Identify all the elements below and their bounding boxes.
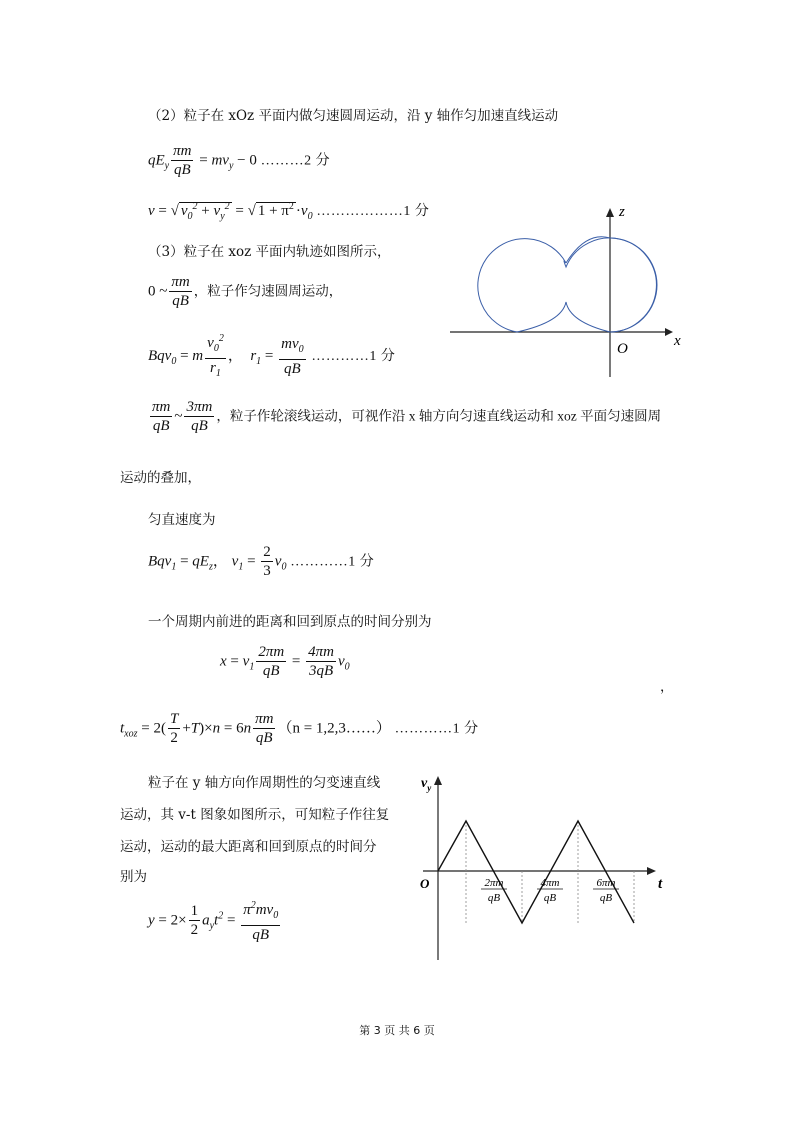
equation-6-score: …………1 分 [394,721,479,737]
svg-text:4πm: 4πm [540,877,560,889]
range-1-text: ，粒子作匀速圆周运动， [193,283,343,299]
svg-text:6πm: 6πm [596,877,616,889]
x-axis-label: x [674,333,681,349]
tick-label-2 [537,877,563,904]
vt-graph-figure [408,765,670,970]
part3-heading: （3）粒子在 xoz 平面内轨迹如图所示， [148,244,391,260]
equation-2-score: ………………1 分 [316,204,430,219]
page-footer: 第 3 页 共 6 页 [359,1024,435,1037]
equation-5: $x = v_1$ $\frac{2\pi m}{qB}$ = $\frac{4\pi m}{3qB}$ $v_0$ [220,644,350,679]
svg-text:qB: qB [487,892,501,904]
equation-1-score: ………2 分 [260,153,331,169]
range-2: $\frac{\pi m}{qB}$ ~ $\frac{3\pi m}{qB}$ ，粒子作轮滚线运动，可视作沿 x 轴方向匀速直线运动和 xoz 平面匀速圆周 [152,399,662,434]
left-loop-curve [478,239,610,332]
x-axis-arrow [665,328,673,336]
y-motion-line-2: 运动，其 v-t 图象如图所示，可知粒子作往复 [120,807,390,823]
tick-label-3 [593,877,619,904]
equation-6: $t_{xoz} = 2$( $\frac{T}{2}$ +T)×n = 6n $\frac{\pi m}{qB}$ （n = 1,2,3……） …………1 分 [120,711,479,746]
origin-label-vt: O [420,876,430,891]
period-text: 一个周期内前进的距离和回到原点的时间分别为 [148,614,432,630]
equation-4: $Bqv_1 = qE_z$， $v_1$ = $\frac{2}{3}$ $v_0$ …………1 分 [148,544,375,579]
equation-1: $qE_y$ $\frac{\pi m}{qB}$ = $mv_y - 0$ ………2 分 [148,143,331,178]
equation-7: y = 2× $\frac{1}{2}$ $a_yt^2$ = $\frac{\pi^2mv_0}{qB}$ [148,900,279,943]
equation-4-score: …………1 分 [290,554,375,570]
n-series: （n = 1,2,3……） [277,720,391,737]
continuation-text: 运动的叠加， [120,470,201,486]
t-axis-label: t [658,876,663,892]
trajectory-figure [445,195,695,385]
trailing-comma: ， [660,679,674,695]
y-motion-line-1: 粒子在 y 轴方向作周期性的匀变速直线 [148,775,381,791]
t-axis-arrow [647,867,656,875]
top-connector-curve [566,237,657,332]
uniform-speed-label: 匀直速度为 [148,512,216,528]
origin-label: O [617,341,628,357]
svg-text:qB: qB [599,892,613,904]
velocity-zigzag-line [438,821,634,923]
range-1: 0 ~ $\frac{\pi m}{qB}$ ，粒子作匀速圆周运动， [148,274,343,309]
tick-label-1 [481,877,507,904]
v-axis-label: $v_y$ [421,776,432,793]
part2-heading: （2）粒子在 xOz 平面内做匀速圆周运动，沿 y 轴作匀加速直线运动 [148,108,559,124]
z-axis-label: z [619,204,625,220]
z-axis-arrow [606,208,614,217]
y-motion-line-4: 别为 [120,869,147,885]
equation-3-score: …………1 分 [311,348,396,364]
equation-2: v = √ $v_0^2 + v_y^2$ = √ $1 + \pi^2 \cdot v_0$ ………………1 分 [148,201,430,222]
range-2-text: ，粒子作轮滚线运动，可视作沿 x 轴方向匀速直线运动和 xoz 平面匀速圆周 [216,408,662,424]
svg-text:qB: qB [543,892,557,904]
y-motion-line-3: 运动，运动的最大距离和回到原点的时间分 [120,839,377,855]
equation-3: Bqv$_0$ = m $\frac{v_0^2}{r_1}$ ， $r_1$ = $\frac{mv_0}{qB}$ …………1 分 [148,330,395,383]
svg-text:2πm: 2πm [484,877,504,889]
v-axis-arrow [434,776,442,785]
